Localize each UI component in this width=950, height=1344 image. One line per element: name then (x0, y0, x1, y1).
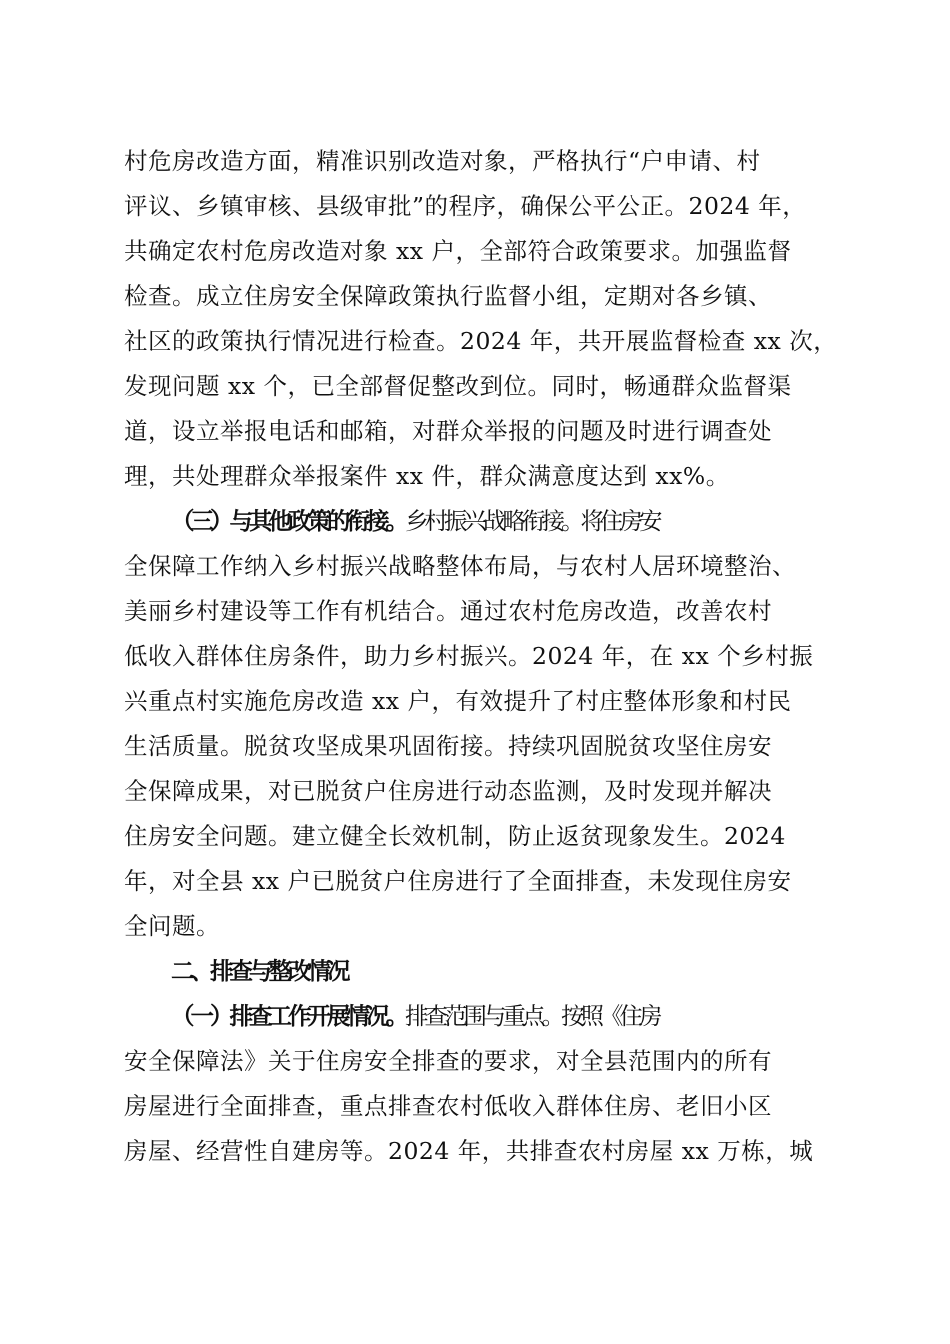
body-text-line: 房屋进行全面排查，重点排查农村低收入群体住房、老旧小区 (124, 1092, 772, 1120)
body-text-line: 社区的政策执行情况进行检查。2024 年，共开展监督检查 xx 次， (124, 327, 838, 355)
body-text-line: 生活质量。脱贫攻坚成果巩固衔接。持续巩固脱贫攻坚住房安 (124, 732, 772, 760)
body-text-line: 理，共处理群众举报案件 xx 件，群众满意度达到 xx%。 (124, 462, 730, 490)
body-text-line: 美丽乡村建设等工作有机结合。通过农村危房改造，改善农村 (124, 597, 772, 625)
body-text-line: 房屋、经营性自建房等。2024 年，共排查农村房屋 xx 万栋，城 (124, 1137, 814, 1165)
body-text-line: 安全保障法》关于住房安全排查的要求，对全县范围内的所有 (124, 1047, 772, 1075)
body-text-line: 共确定农村危房改造对象 xx 户，全部符合政策要求。加强监督 (124, 237, 792, 265)
body-text-line: 住房安全问题。建立健全长效机制，防止返贫现象发生。2024 (124, 822, 786, 850)
body-text-line: 全问题。 (124, 912, 220, 940)
body-text-line: 兴重点村实施危房改造 xx 户，有效提升了村庄整体形象和村民 (124, 687, 792, 715)
paragraph-start-line (171, 1001, 891, 1031)
body-text: 乡村振兴战略衔接。将住房安 (405, 507, 659, 535)
section-heading: 二、排查与整改情况 (171, 957, 347, 985)
subsection-heading: （一）排查工作开展情况。 (171, 1002, 405, 1030)
body-text-line: 发现问题 xx 个，已全部督促整改到位。同时，畅通群众监督渠 (124, 372, 792, 400)
body-text-line: 年，对全县 xx 户已脱贫户住房进行了全面排查，未发现住房安 (124, 867, 792, 895)
body-text: 排查范围与重点。按照《住房 (405, 1002, 659, 1030)
body-text-line: 全保障工作纳入乡村振兴战略整体布局，与农村人居环境整治、 (124, 552, 796, 580)
paragraph-start-line (171, 506, 891, 536)
body-text-line: 道，设立举报电话和邮箱，对群众举报的问题及时进行调查处 (124, 417, 772, 445)
body-text-line: 全保障成果，对已脱贫户住房进行动态监测，及时发现并解决 (124, 777, 772, 805)
subsection-heading: （三）与其他政策的衔接。 (171, 507, 405, 535)
body-text-line: 村危房改造方面，精准识别改造对象，严格执行“户申请、村 (124, 147, 761, 175)
body-text-line: 检查。成立住房安全保障政策执行监督小组，定期对各乡镇、 (124, 282, 772, 310)
body-text-line: 低收入群体住房条件，助力乡村振兴。2024 年，在 xx 个乡村振 (124, 642, 814, 670)
body-text-line: 评议、乡镇审核、县级审批”的程序，确保公平公正。2024 年， (124, 192, 807, 220)
